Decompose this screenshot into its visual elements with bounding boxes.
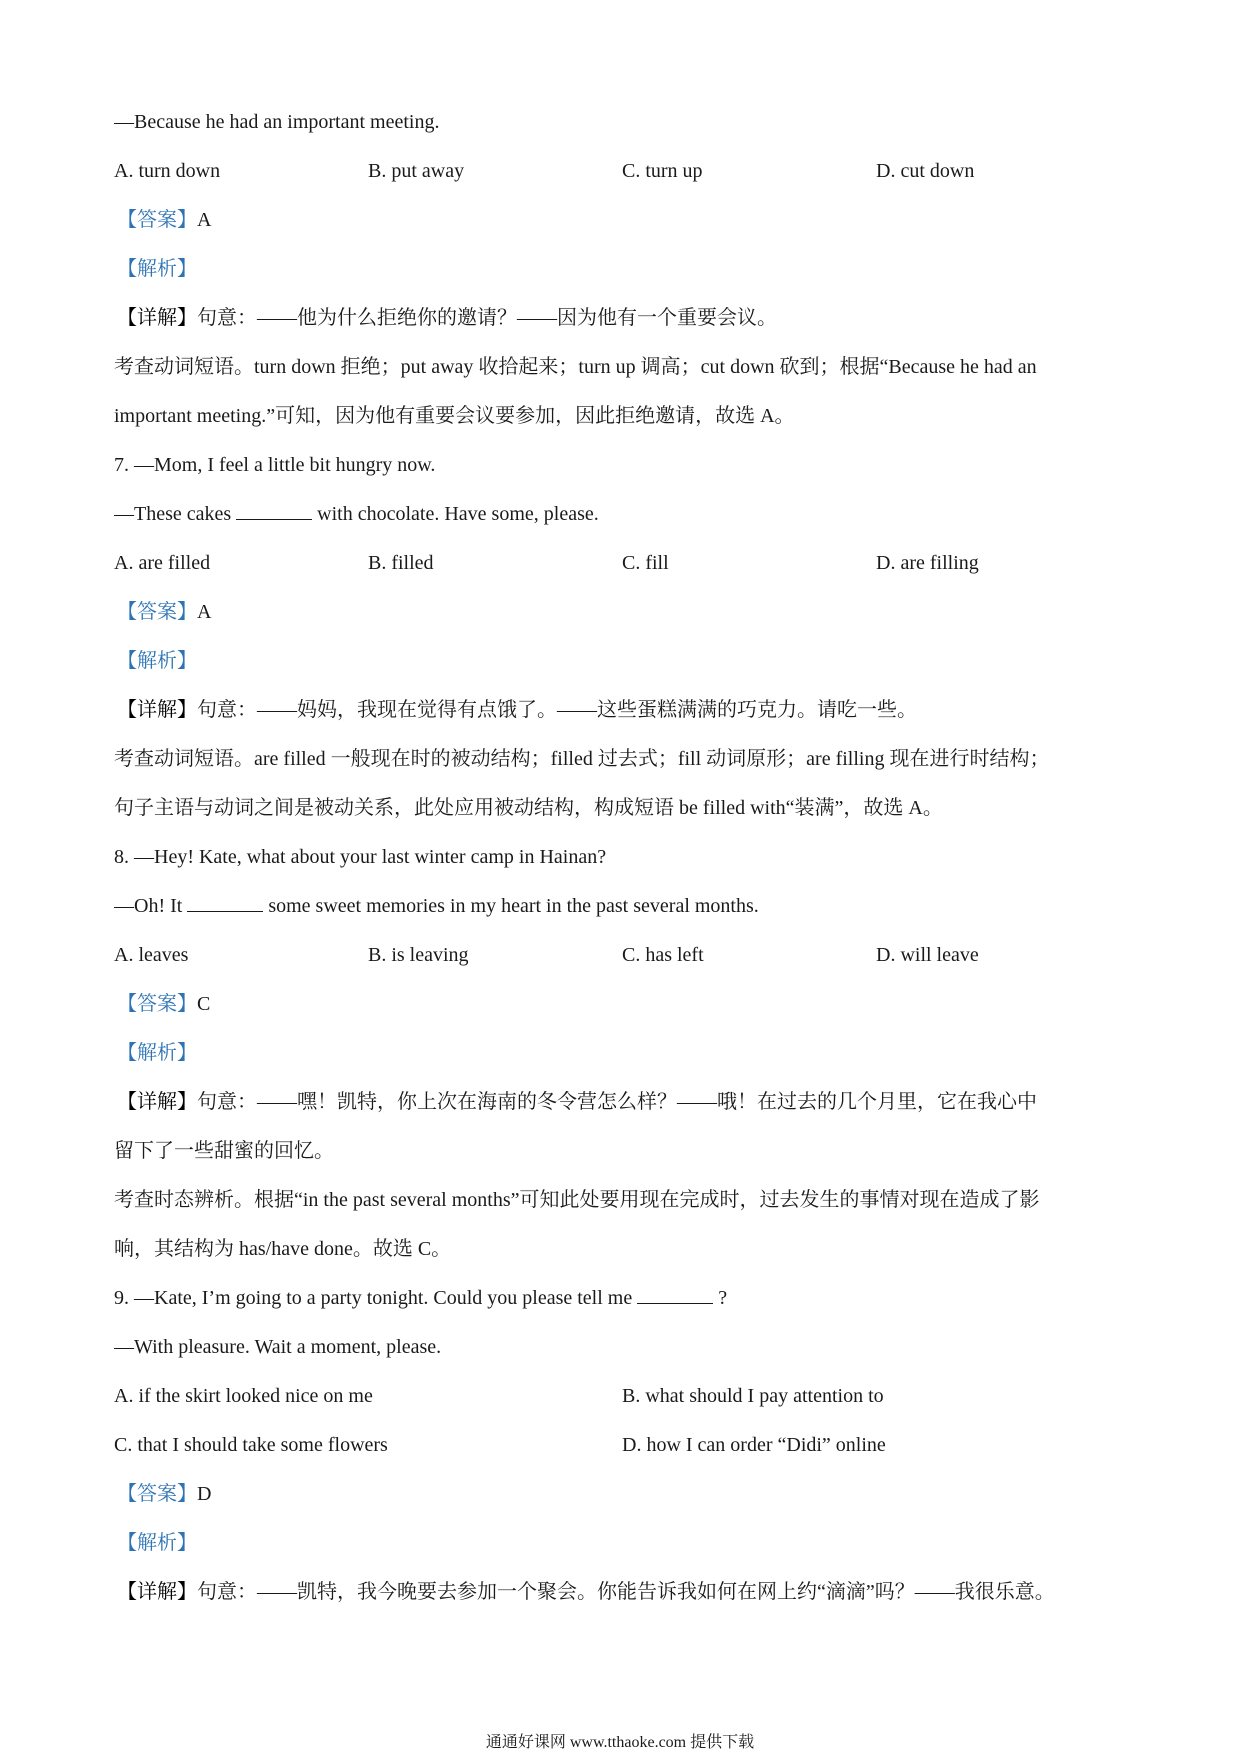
- q8-answer: C: [197, 993, 211, 1015]
- q6-answer: A: [197, 209, 212, 231]
- q7-detail: 句意：——妈妈，我现在觉得有点饿了。——这些蛋糕满满的巧克力。请吃一些。: [197, 699, 917, 721]
- q7-explain-2: 句子主语与动词之间是被动关系，此处应用被动结构，构成短语 be filled with“装满”，故选 A。: [114, 797, 943, 819]
- q7-detail-line: [114, 686, 1134, 735]
- q6-explain-1: 考查动词短语。turn down 拒绝；put away 收拾起来；turn up 调高；cut down 砍到；根据“Because he had an: [114, 356, 1037, 378]
- q9-analysis-tag: 【解析】: [117, 1532, 197, 1554]
- q7-options: [114, 539, 1134, 588]
- q9-stem-after: ?: [718, 1287, 728, 1309]
- q6-option-c: C. turn up: [622, 160, 703, 182]
- q9-option-a: A. if the skirt looked nice on me: [114, 1385, 373, 1407]
- q7-explain-1: 考查动词短语。are filled 一般现在时的被动结构；filled 过去式；fill 动词原形；are filling 现在进行时结构；: [114, 748, 1050, 770]
- q6-answer-line: [114, 196, 1134, 245]
- q9-detail-line: [114, 1568, 1134, 1617]
- q9-stem-before: 9. —Kate, I’m going to a party tonight. Could you please tell me: [114, 1287, 633, 1309]
- q9-reply: —With pleasure. Wait a moment, please.: [114, 1336, 442, 1358]
- q9-answer: D: [197, 1483, 212, 1505]
- q6-detail: 句意：——他为什么拒绝你的邀请？——因为他有一个重要会议。: [197, 307, 777, 329]
- q6-option-a: A. turn down: [114, 160, 221, 182]
- q6-detail-tag: 【详解】: [117, 307, 197, 329]
- q7-option-d: D. are filling: [876, 552, 979, 574]
- q8-reply-after: some sweet memories in my heart in the past several months.: [268, 895, 759, 917]
- q7-analysis-line: [114, 637, 1134, 686]
- q7-reply-before: —These cakes: [114, 503, 232, 525]
- q8-explain-2: 响，其结构为 has/have done。故选 C。: [114, 1238, 452, 1260]
- q9-detail-tag: 【详解】: [117, 1581, 197, 1603]
- q8-reply: [114, 882, 1134, 931]
- q9-analysis-line: [114, 1519, 1134, 1568]
- q6-answer-tag: 【答案】: [117, 209, 197, 231]
- q7-reply-after: with chocolate. Have some, please.: [317, 503, 599, 525]
- q8-reply-before: —Oh! It: [114, 895, 183, 917]
- q8-option-c: C. has left: [622, 944, 704, 966]
- q6-option-b: B. put away: [368, 160, 465, 182]
- q8-analysis-line: [114, 1029, 1134, 1078]
- q6-reply: —Because he had an important meeting.: [114, 111, 440, 133]
- q6-analysis-tag: 【解析】: [117, 258, 197, 280]
- q8-blank: [187, 891, 263, 912]
- q9-options-row-1: [114, 1372, 1134, 1421]
- q7-answer-tag: 【答案】: [117, 601, 197, 623]
- q9-stem: [114, 1274, 1134, 1323]
- q8-answer-line: [114, 980, 1134, 1029]
- q8-analysis-tag: 【解析】: [117, 1042, 197, 1064]
- q9-option-d: D. how I can order “Didi” online: [622, 1434, 886, 1456]
- q9-option-c: C. that I should take some flowers: [114, 1434, 388, 1456]
- q8-detail-tag: 【详解】: [117, 1091, 197, 1113]
- q8-stem: 8. —Hey! Kate, what about your last winter camp in Hainan?: [114, 846, 607, 868]
- q9-detail: 句意：——凯特，我今晚要去参加一个聚会。你能告诉我如何在网上约“滴滴”吗？——我很乐意。: [197, 1581, 1055, 1603]
- q8-option-b: B. is leaving: [368, 944, 469, 966]
- q7-option-c: C. fill: [622, 552, 669, 574]
- q6-detail-line: [114, 294, 1134, 343]
- q9-options-row-2: [114, 1421, 1134, 1470]
- q6-option-d: D. cut down: [876, 160, 975, 182]
- q9-answer-line: [114, 1470, 1134, 1519]
- q9-answer-tag: 【答案】: [117, 1483, 197, 1505]
- q7-detail-tag: 【详解】: [117, 699, 197, 721]
- q8-options: [114, 931, 1134, 980]
- q7-reply: [114, 490, 1134, 539]
- q6-explain-2: important meeting.”可知，因为他有重要会议要参加，因此拒绝邀请，故选 A。: [114, 405, 795, 427]
- q8-answer-tag: 【答案】: [117, 993, 197, 1015]
- q7-answer-line: [114, 588, 1134, 637]
- q7-option-a: A. are filled: [114, 552, 211, 574]
- page-footer: 通通好课网 www.tthaoke.com 提供下载: [485, 1734, 755, 1751]
- document-page: [114, 98, 1134, 1617]
- q6-options: [114, 147, 1134, 196]
- q8-option-a: A. leaves: [114, 944, 189, 966]
- q8-detail-line: [114, 1078, 1134, 1127]
- q8-option-d: D. will leave: [876, 944, 979, 966]
- q6-analysis-line: [114, 245, 1134, 294]
- q8-detail-2: 留下了一些甜蜜的回忆。: [114, 1140, 334, 1162]
- q7-analysis-tag: 【解析】: [117, 650, 197, 672]
- q9-blank: [637, 1283, 713, 1304]
- q7-answer: A: [197, 601, 212, 623]
- q7-blank: [236, 499, 312, 520]
- q7-option-b: B. filled: [368, 552, 434, 574]
- q9-option-b: B. what should I pay attention to: [622, 1385, 884, 1407]
- q8-explain-1: 考查时态辨析。根据“in the past several months”可知此处要用现在完成时，过去发生的事情对现在造成了影: [114, 1189, 1040, 1211]
- q8-detail-1: 句意：——嘿！凯特，你上次在海南的冬令营怎么样？——哦！在过去的几个月里，它在我心中: [197, 1091, 1037, 1113]
- q7-stem: 7. —Mom, I feel a little bit hungry now.: [114, 454, 436, 476]
